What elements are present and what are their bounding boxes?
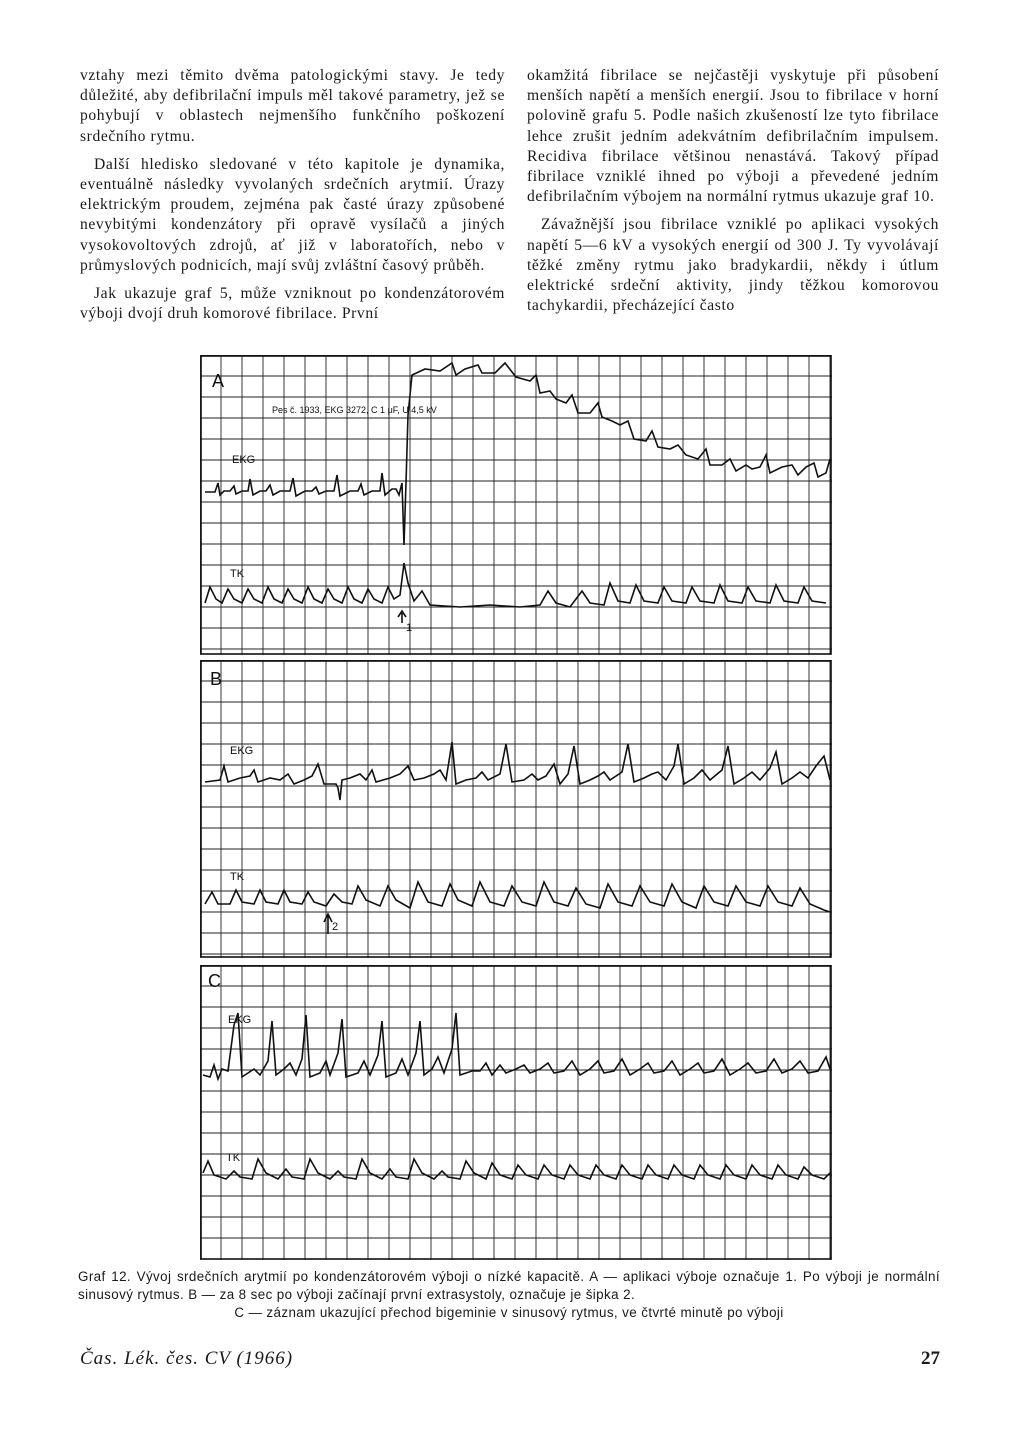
panel-letter: B [210, 669, 223, 689]
left-text-column [80, 66, 505, 332]
tk-label: TK [230, 568, 245, 580]
recording-annotation: Pes č. 1933, EKG 3272, C 1 μF, U 4,5 kV [272, 405, 437, 415]
marker-number: 2 [332, 921, 339, 933]
page-number: 27 [921, 1348, 940, 1369]
caption-line: C — záznam ukazující přechod bigeminie v sinusový rytmus, ve čtvrté minutě po výboji [234, 1305, 784, 1320]
ekg-label: EKG [232, 454, 256, 466]
tk-trace [203, 1159, 830, 1179]
figure-panel-c [200, 965, 832, 1260]
ecg-strip-a [200, 355, 832, 655]
panel-border [201, 356, 831, 654]
ecg-strip-c [200, 965, 832, 1260]
ekg-trace [205, 742, 830, 800]
paragraph: vztahy mezi těmito dvěma patologickými stavy. Je tedy důležité, aby defibrilační impuls měl takové parametry, jež se pohybují v oblastech nejmenšího funkčního poškození srdečního rytmu. [80, 67, 505, 145]
paragraph: Závažnější jsou fibrilace vzniklé po aplikaci vysokých napětí 5—6 kV a vysokých energií od 300 J. Ty vyvolávají těžké změny rytmu jako bradykardii, někdy i útlum elektrické srdeční aktivity, jindy těžkou komorovou tachykardii, přecházející často [527, 216, 939, 315]
paragraph: Jak ukazuje graf 5, může vzniknout po kondenzátorovém výboji dvojí druh komorové fibrilace. První [80, 285, 505, 323]
paragraph: okamžitá fibrilace se nejčastěji vyskytuje při působení menších napětí a menších energií. Jsou to fibrilace v horní polovině grafu 5. Podle našich zkušeností lze tyto fibrilace lehce zrušit jedním adekvátním defibrilačním impulsem. Recidiva fibrilace většinou nenastává. Takový případ fibrilace vzniklé ihned po výboji a převedené jedním defibrilačním výbojem na normální rytmus ukazuje graf 10. [527, 67, 939, 206]
grid [200, 965, 832, 1260]
tk-trace [205, 563, 826, 607]
ekg-trace [205, 363, 830, 545]
panel-border [201, 661, 831, 957]
panel-letter: C [208, 971, 221, 991]
paragraph: Další hledisko sledované v této kapitole je dynamika, eventuálně následky vyvolaných srdečních arytmií. Úrazy elektrickým proudem, zejména pak časté úrazy způsobené nevybitými kondenzátory při opravě vysílačů a jiných vysokovoltových zdrojů, ať již v laboratořích, nebo v průmyslových podnicích, mají svůj zvláštní časový průběh. [80, 155, 505, 274]
grid [200, 660, 832, 958]
tk-label: TK [230, 871, 245, 883]
panel-border [201, 966, 831, 1259]
ekg-label: EKG [230, 745, 254, 757]
tk-trace [205, 882, 830, 912]
caption-line: Graf 12. Vývoj srdečních arytmií po kondenzátorovém výboji o nízké kapacitě. A — aplikaci výboje označuje 1. Po výboji je normální sinusový rytmus. B — za 8 sec po výboji začínají první extrasystoly, označuje je šipka 2. [78, 1269, 940, 1302]
page-footer [80, 1348, 940, 1370]
ekg-trace [203, 1013, 830, 1079]
marker-arrow [324, 914, 332, 934]
panel-letter: A [212, 371, 225, 391]
figure-panel-a [200, 355, 832, 655]
marker-arrow [398, 611, 406, 623]
ekg-label: EKG [228, 1014, 252, 1026]
right-text-column [527, 66, 939, 324]
ecg-strip-b [200, 660, 832, 958]
tk-label: TK [226, 1152, 241, 1164]
journal-citation: Čas. Lék. čes. CV (1966) [80, 1348, 294, 1369]
grid [200, 355, 832, 655]
marker-number: 1 [406, 622, 413, 634]
figure-caption [78, 1268, 940, 1322]
figure-panel-b [200, 660, 832, 958]
